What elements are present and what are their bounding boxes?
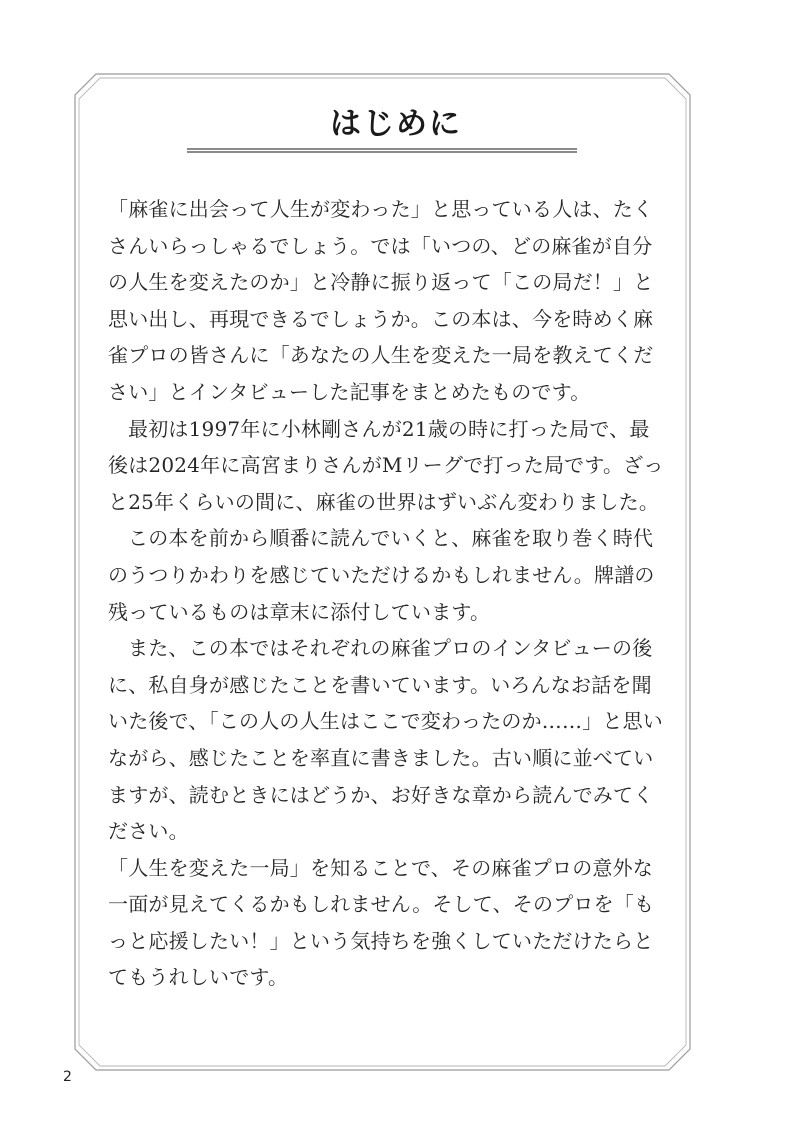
paragraph-2: 最初は1997年に小林剛さんが21歳の時に打った局で、最後は2024年に高宮まりさんがMリーグで打った局です。ざっと25年くらいの間に、麻雀の世界はずいぶん変わりました。 [108, 416, 664, 514]
paragraph-5: 「人生を変えた一局」を知ることで、その麻雀プロの意外な一面が見えてくるかもしれません。そして、そのプロを「もっと応援したい！」という気持ちを強くしていただけたらとてもうれしいです。 [108, 855, 655, 990]
paragraph-3: この本を前から順番に読んでいくと、麻雀を取り巻く時代のうつりかわりを感じていただけるかもしれません。牌譜の残っているものは章末に添付しています。 [108, 526, 655, 624]
paragraph-4: また、この本ではそれぞれの麻雀プロのインタビューの後に、私自身が感じたことを書いています。いろんなお話を聞いた後で、「この人の人生はここで変わったのか……」と思いながら、感じたことを率直に書きました。古い順に並べていますが、読むときにはどうか、お好きな章から読んでみてください。 [108, 636, 663, 844]
page-title: はじめに [330, 106, 462, 142]
paragraph-1: 「麻雀に出会って人生が変わった」と思っている人は、たくさんいらっしゃるでしょう。では「いつの、どの麻雀が自分の人生を変えたのか」と冷静に振り返って「この局だ！」と思い出し、再現できるでしょうか。この本は、今を時めく麻雀プロの皆さんに「あなたの人生を変えた一局を教えてください」とインタビューした記事をまとめたものです。 [108, 197, 654, 404]
page-number: 2 [63, 1069, 72, 1085]
body-text [108, 191, 668, 996]
title-double-rule [187, 148, 577, 153]
